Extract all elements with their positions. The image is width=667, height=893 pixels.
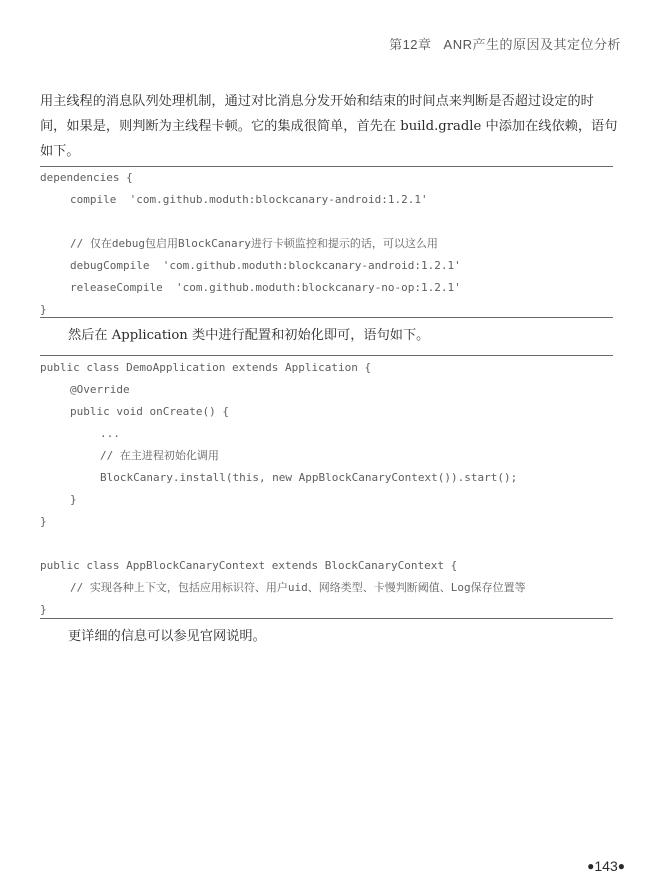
code-line: public class AppBlockCanaryContext extends BlockCanaryContext { [40,559,458,572]
running-header [389,34,621,53]
page-number: 143 [594,858,618,874]
code-line [40,533,620,555]
outro-paragraph: 更详细的信息可以参见官网说明。 [68,629,266,644]
code-block-2-top-rule [40,355,613,356]
code-line: } [40,303,47,316]
code-line: compile 'com.github.moduth:blockcanary-android:1.2.1' [70,193,428,206]
code-line [40,211,620,233]
code-block-application [40,357,620,621]
code-line: public class DemoApplication extends Application { [40,361,372,374]
code-block-1-bottom-rule [40,317,613,318]
chapter-title: ANR产生的原因及其定位分析 [443,37,621,52]
code-line: public void onCreate() { [70,405,229,418]
chapter-number: 第12章 [389,37,432,52]
page-footer [587,858,625,874]
intro-paragraph: 用主线程的消息队列处理机制，通过对比消息分发开始和结束的时间点来判断是否超过设定的时间，如果是，则判断为主线程卡顿。它的集成很简单，首先在 build.gradle 中添加在线依赖，语句如下。 [40,94,618,159]
middle-paragraph: 然后在 Application 类中进行配置和初始化即可，语句如下。 [68,328,430,343]
code-comment: // 实现各种上下文，包括应用标识符、用户uid、网络类型、卡慢判断阈值、Log保存位置等 [70,581,526,594]
code-line: BlockCanary.install(this, new AppBlockCanaryContext()).start(); [100,471,518,484]
code-line: } [40,515,47,528]
code-line: debugCompile 'com.github.moduth:blockcanary-android:1.2.1' [70,259,461,272]
code-line: releaseCompile 'com.github.moduth:blockcanary-no-op:1.2.1' [70,281,461,294]
code-block-2-bottom-rule [40,618,613,619]
code-block-dependencies [40,167,620,321]
bullet-icon: ● [587,859,595,873]
code-line: } [40,603,47,616]
code-annotation: @Override [70,383,130,396]
bullet-icon: ● [617,859,625,873]
code-line: dependencies { [40,171,133,184]
code-comment: // 在主进程初始化调用 [100,449,219,462]
code-comment: // 仅在debug包启用BlockCanary进行卡顿监控和提示的话，可以这么用 [70,237,438,250]
code-line: } [70,493,77,506]
code-line: ... [100,427,120,440]
